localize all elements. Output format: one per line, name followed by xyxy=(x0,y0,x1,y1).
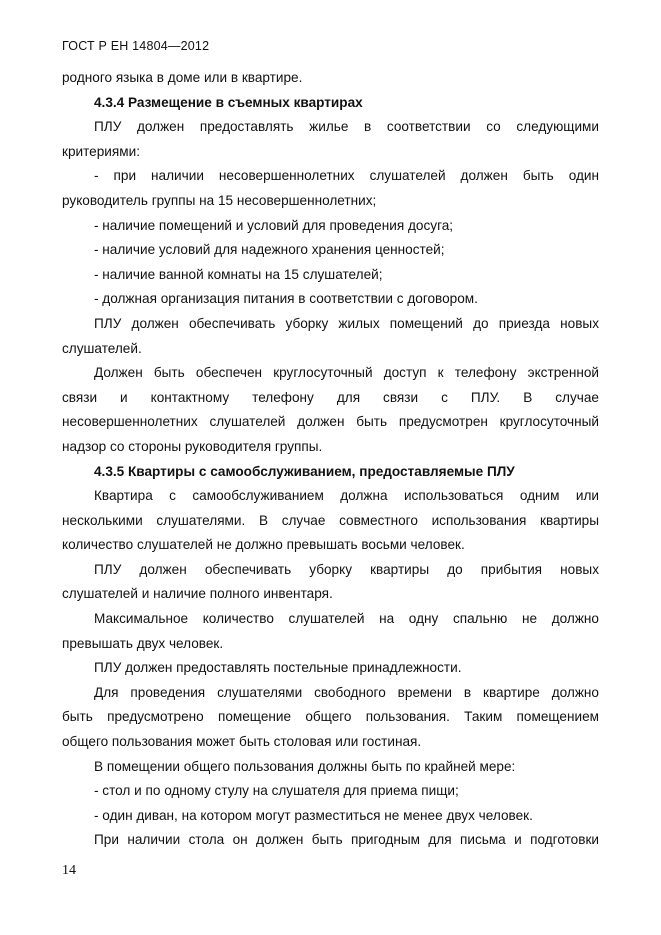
text-line: - при наличии несовершеннолетних слушателей должен быть один xyxy=(94,168,599,184)
text-line: превышать двух человек. xyxy=(62,635,224,651)
text-line: - один диван, на котором могут разместиться не менее двух человек. xyxy=(94,807,533,823)
text-line: общего пользования может быть столовая или гостиная. xyxy=(62,734,422,750)
text-line: - стол и по одному стулу на слушателя для приема пищи; xyxy=(94,783,459,799)
document-code-header: ГОСТ Р ЕН 14804—2012 xyxy=(62,39,210,53)
text-line: Квартира с самообслуживанием должна использоваться одним или xyxy=(94,488,599,504)
document-body xyxy=(62,66,599,853)
text-line: Должен быть обеспечен круглосуточный доступ к телефону экстренной xyxy=(94,365,599,381)
text-line: ПЛУ должен обеспечивать уборку квартиры до прибытия новых xyxy=(94,561,599,577)
text-line: быть предусмотрено помещение общего пользования. Таким помещением xyxy=(62,709,599,725)
text-line: В помещении общего пользования должны быть по крайней мере: xyxy=(94,758,516,774)
text-line: надзор со стороны руководителя группы. xyxy=(62,438,323,454)
text-line: ПЛУ должен предоставлять постельные принадлежности. xyxy=(94,660,462,676)
text-line: При наличии стола он должен быть пригодным для письма и подготовки xyxy=(94,832,599,848)
text-line: слушателей. xyxy=(62,340,142,356)
text-line: несколькими слушателями. В случае совместного использования квартиры xyxy=(62,512,599,528)
page-number: 14 xyxy=(62,863,76,878)
text-line: количество слушателей не должно превышать восьми человек. xyxy=(62,537,465,553)
text-line: - наличие условий для надежного хранения ценностей; xyxy=(94,242,445,258)
text-line: слушателей и наличие полного инвентаря. xyxy=(62,586,333,602)
section-heading: 4.3.5 Квартиры с самообслуживанием, предоставляемые ПЛУ xyxy=(94,463,515,479)
text-line: - наличие ванной комнаты на 15 слушателей; xyxy=(94,266,383,282)
text-line: критериями: xyxy=(62,143,140,159)
section-heading: 4.3.4 Размещение в съемных квартирах xyxy=(94,94,363,110)
text-line: руководитель группы на 15 несовершеннолетних; xyxy=(62,192,377,208)
text-line: - должная организация питания в соответствии с договором. xyxy=(94,291,478,307)
text-line: ПЛУ должен обеспечивать уборку жилых помещений до приезда новых xyxy=(94,315,599,331)
text-line: Для проведения слушателями свободного времени в квартире должно xyxy=(94,684,599,700)
text-line: родного языка в доме или в квартире. xyxy=(62,70,303,85)
text-line: связи и контактному телефону для связи с ПЛУ. В случае xyxy=(62,389,599,405)
text-line: ПЛУ должен предоставлять жилье в соответствии со следующими xyxy=(94,119,599,135)
text-line: - наличие помещений и условий для проведения досуга; xyxy=(94,217,454,233)
text-line: несовершеннолетних слушателей должен быть предусмотрен круглосуточный xyxy=(62,414,599,430)
text-line: Максимальное количество слушателей на одну спальню не должно xyxy=(94,611,599,627)
